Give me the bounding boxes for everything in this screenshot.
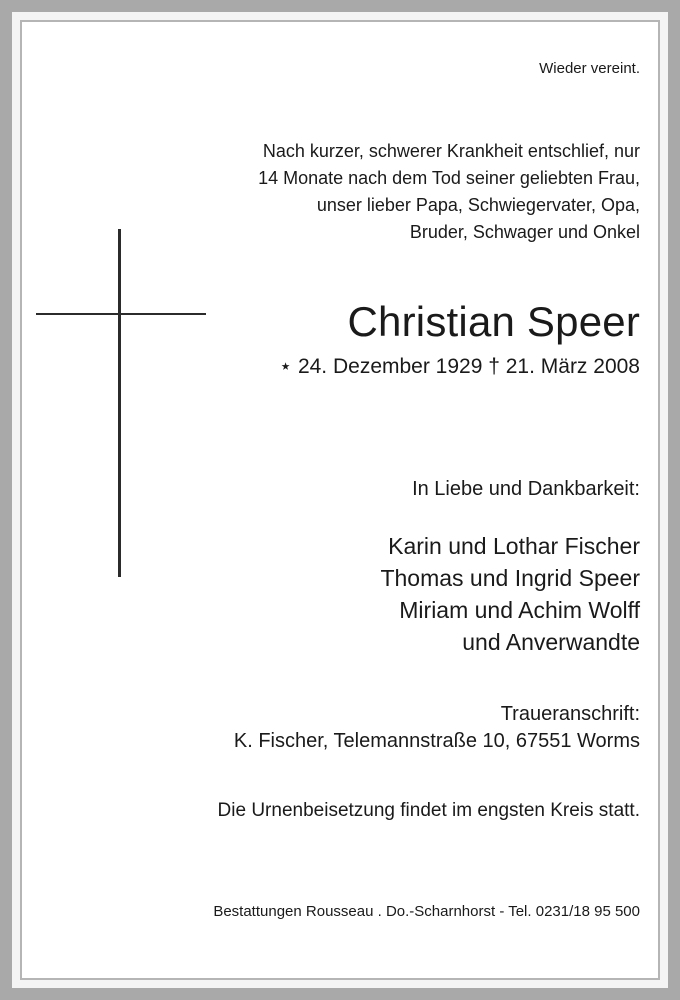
mourning-address: K. Fischer, Telemannstraße 10, 67551 Worms: [233, 730, 640, 752]
intro-line: unser lieber Papa, Schwiegervater, Opa,: [316, 195, 640, 215]
cross-horizontal-beam: [36, 313, 206, 315]
intro-line: 14 Monate nach dem Tod seiner geliebten Frau,: [258, 168, 640, 188]
deceased-name: Christian Speer: [347, 298, 640, 345]
funeral-home-footer: Bestattungen Rousseau . Do.-Scharnhorst - Tel. 0231/18 95 500: [213, 903, 640, 920]
life-dates: ⋆ 24. Dezember 1929 † 21. März 2008: [278, 355, 640, 378]
mourner-line: und Anverwandte: [462, 629, 640, 655]
intro-text: [258, 138, 640, 246]
cross-vertical-beam: [118, 229, 121, 577]
urn-burial-notice: Die Urnenbeisetzung findet im engsten Kreis statt.: [217, 800, 640, 821]
thanks-line: In Liebe und Dankbarkeit:: [412, 478, 640, 500]
mourner-line: Karin und Lothar Fischer: [388, 533, 640, 559]
motto: Wieder vereint.: [539, 60, 640, 77]
address-label: Traueranschrift:: [500, 703, 640, 725]
mourner-line: Miriam und Achim Wolff: [399, 597, 640, 623]
intro-line: Bruder, Schwager und Onkel: [409, 222, 640, 242]
mourners-list: [380, 530, 640, 658]
intro-line: Nach kurzer, schwerer Krankheit entschlief, nur: [262, 141, 640, 161]
mourner-line: Thomas und Ingrid Speer: [380, 565, 640, 591]
